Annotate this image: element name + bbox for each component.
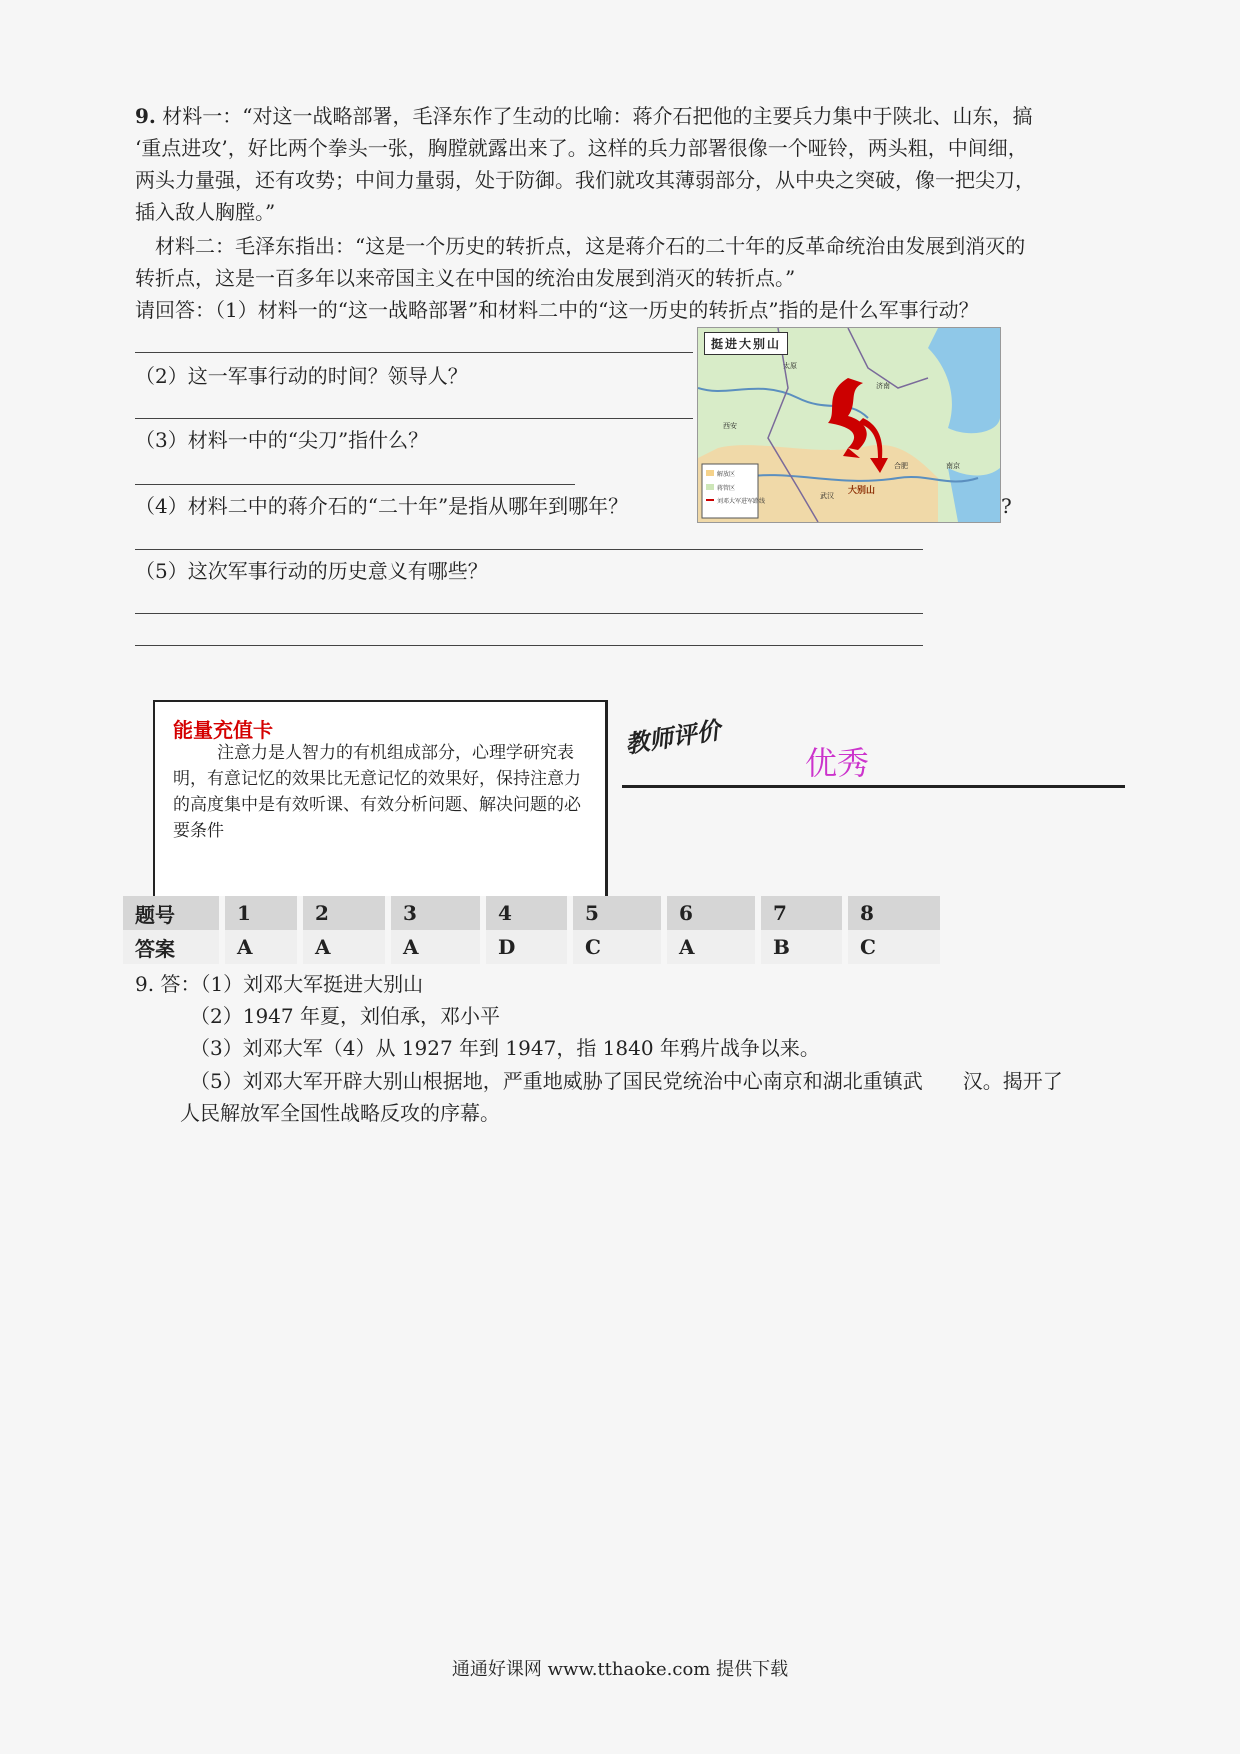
table-cell: A [225,930,297,964]
table-cell: 8 [848,896,940,930]
table-header-label: 题号 [123,896,219,930]
answer-line-5b: 人民解放军全国性战略反攻的序幕。 [180,1101,500,1125]
material1-line: 插入敌人胸膛。” [135,200,276,224]
material1-line: 两头力量强，还有攻势；中间力量弱，处于防御。我们就攻其薄弱部分，从中央之突破，像一把尖刀， [135,168,1035,192]
table-answer-row [123,930,940,964]
energy-card [153,700,608,900]
card-title: 能量充值卡 [173,718,273,742]
page-footer: 通通好课网 www.tthaoke.com 提供下载 [451,1659,789,1680]
teacher-eval-label: 教师评价 [623,716,723,759]
question-number: 9. [135,104,156,128]
table-cell: 5 [573,896,661,930]
answer-line[interactable] [135,418,693,419]
sub-question-2: （2）这一军事行动的时间？领导人？ [135,364,468,388]
answer-line-3: （3）刘邓大军（4）从 1927 年到 1947，指 1840 年鸦片战争以来。 [190,1036,820,1060]
answer-line[interactable] [135,613,923,614]
material1-line: ‘重点进攻’，好比两个拳头一张，胸膛就露出来了。这样的兵力部署很像一个哑铃，两头粗，中间细， [135,136,1028,160]
city-label: 武汉 [820,492,834,500]
legend-swatch [706,470,714,476]
table-cell: C [573,930,661,964]
city-label: 济南 [876,382,890,390]
city-label: 西安 [723,422,737,430]
card-text: 注意力是人智力的有机组成部分，心理学研究表明，有意记忆的效果比无意记忆的效果好，保持注意力的高度集中是有效听课、有效分析问题、解决问题的必要条件 [173,743,581,841]
answer-line-5a: （5）刘邓大军开辟大别山根据地，严重地威胁了国民党统治中心南京和湖北重镇武 汉。揭开了 [190,1069,1063,1093]
question-prompt: 请回答：（1）材料一的“这一战略部署”和材料二中的“这一历史的转折点”指的是什么军事行动？ [135,298,979,322]
city-label: 南京 [946,462,960,470]
answer-line[interactable] [135,352,693,353]
teacher-eval-rule [622,785,1125,788]
table-cell: A [391,930,480,964]
table-cell: 4 [486,896,567,930]
sub-question-5: （5）这次军事行动的历史意义有哪些？ [135,559,488,583]
answer-line[interactable] [135,645,923,646]
answer-line-1: 9. 答：（1）刘邓大军挺进大别山 [135,972,424,996]
answer-table [123,896,940,964]
map-graphic [698,328,1000,522]
table-cell: 3 [391,896,480,930]
legend-label: 刘邓大军进军路线 [717,498,766,505]
card-body [173,740,593,844]
teacher-eval-value: 优秀 [805,744,870,782]
table-answer-label: 答案 [123,930,219,964]
table-cell: 1 [225,896,297,930]
trailing-question-mark: ? [1001,494,1012,518]
material1-line: 材料一：“对这一战略部署，毛泽东作了生动的比喻：蒋介石把他的主要兵力集中于陕北、山东，搞 [162,104,1033,128]
answer-line[interactable] [135,484,575,485]
legend-label: 解放区 [717,471,736,478]
table-cell: D [486,930,567,964]
region-label: 大别山 [848,486,876,496]
answer-line[interactable] [135,549,923,550]
question-line-1 [135,100,1032,132]
table-cell: A [303,930,385,964]
table-header-row [123,896,940,930]
map-image [697,327,1001,523]
table-cell: A [667,930,755,964]
table-cell: 6 [667,896,755,930]
answer-line-2: （2）1947 年夏，刘伯承，邓小平 [190,1004,500,1028]
city-label: 合肥 [894,462,908,470]
sub-question-3: （3）材料一中的“尖刀”指什么？ [135,428,429,452]
table-cell: 7 [761,896,842,930]
legend-swatch [706,484,714,490]
material2-line: 材料二：毛泽东指出：“这是一个历史的转折点，这是蒋介石的二十年的反革命统治由发展到消灭的 [155,234,1026,258]
table-cell: C [848,930,940,964]
table-cell: 2 [303,896,385,930]
table-cell: B [761,930,842,964]
legend-label: 蒋管区 [717,485,736,492]
sub-question-4: （4）材料二中的蒋介石的“二十年”是指从哪年到哪年？ [135,494,629,518]
city-label: 太原 [783,362,797,370]
material2-line: 转折点，这是一百多年以来帝国主义在中国的统治由发展到消灭的转折点。” [135,266,796,290]
map-title: 挺进大别山 [704,332,788,355]
